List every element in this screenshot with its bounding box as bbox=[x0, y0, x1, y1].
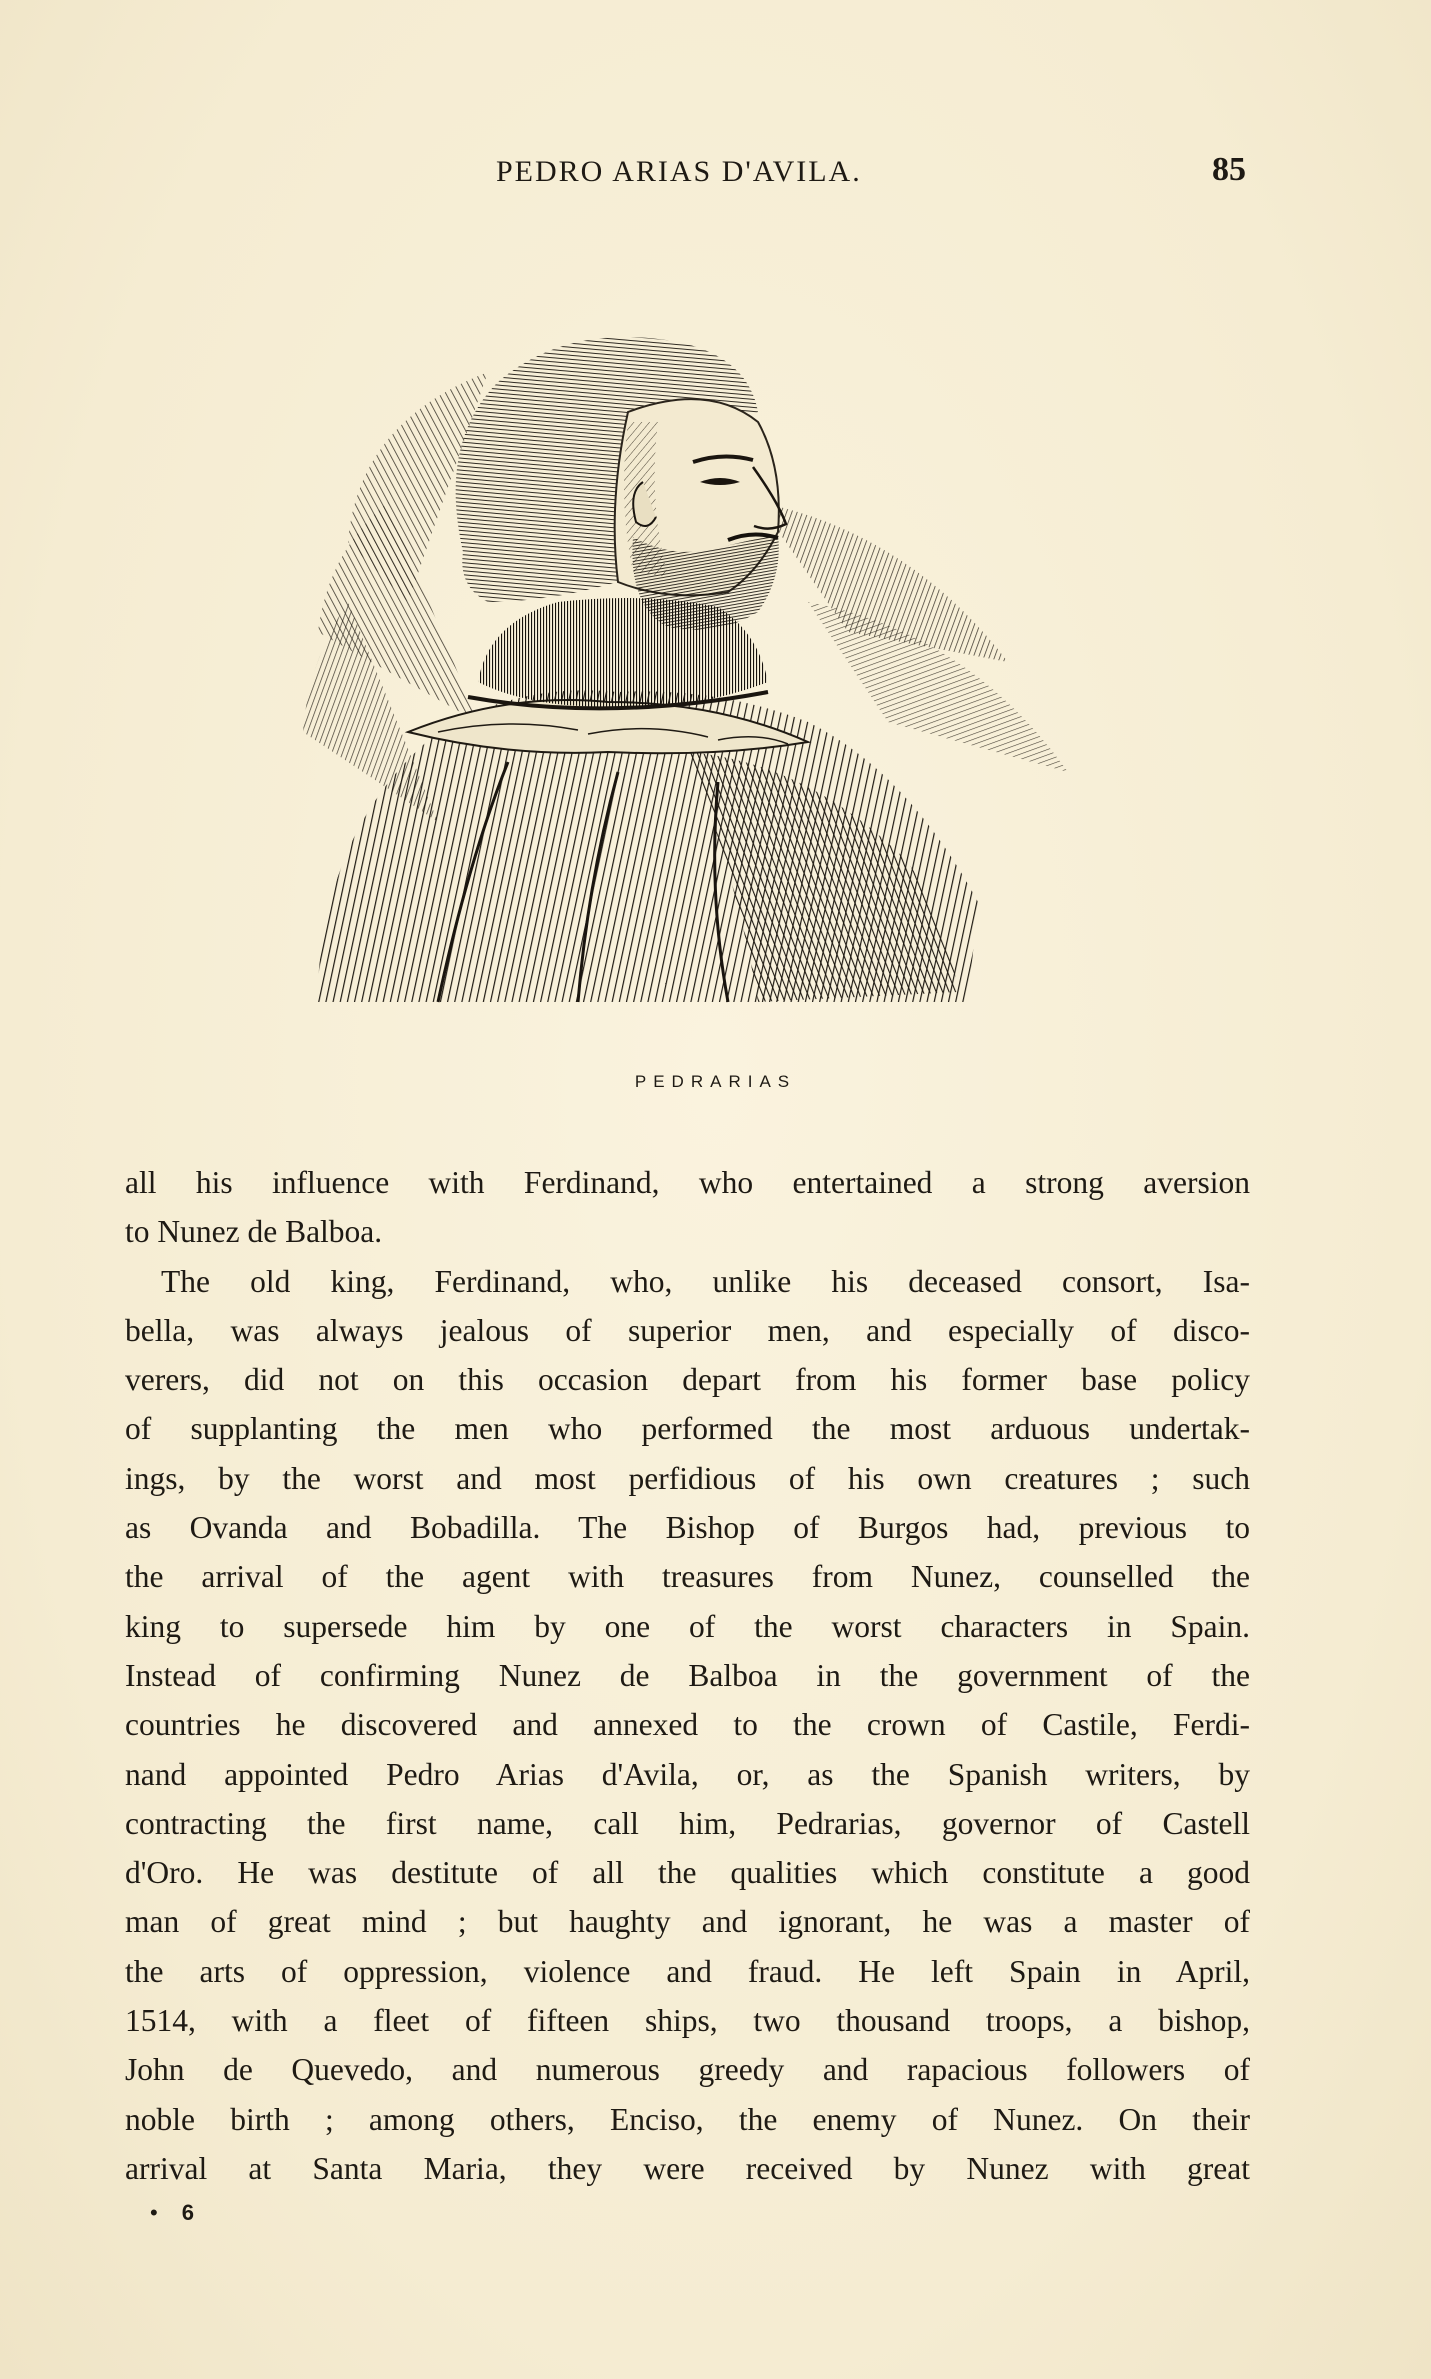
text-line: king to supersede him by one of the worst characters in Spain. bbox=[125, 1608, 1250, 1644]
page-number: 85 bbox=[1212, 151, 1246, 188]
text-line: the arrival of the agent with treasures from Nunez, counselled the bbox=[125, 1559, 1250, 1595]
signature-dot-icon: • bbox=[150, 2200, 158, 2225]
text-line: arrival at Santa Maria, they were received by Nunez with great bbox=[125, 2150, 1250, 2186]
text-line: to Nunez de Balboa. bbox=[125, 1214, 383, 1250]
body-text bbox=[125, 1158, 1250, 2193]
text-line: man of great mind ; but haughty and ignorant, he was a master of bbox=[125, 1904, 1250, 1940]
running-title: PEDRO ARIAS D'AVILA. bbox=[496, 155, 862, 188]
text-line: John de Quevedo, and numerous greedy and rapacious followers of bbox=[125, 2052, 1250, 2088]
text-line: d'Oro. He was destitute of all the qualities which constitute a good bbox=[125, 1855, 1250, 1891]
figure-caption: PEDRARIAS bbox=[634, 1072, 797, 1091]
signature-number: 6 bbox=[181, 2200, 194, 2225]
text-line: ings, by the worst and most perfidious of his own creatures ; such bbox=[125, 1460, 1250, 1496]
text-line: the arts of oppression, violence and fraud. He left Spain in April, bbox=[125, 1953, 1250, 1989]
text-line: bella, was always jealous of superior men, and especially of disco- bbox=[125, 1312, 1250, 1348]
text-line: verers, did not on this occasion depart from his former base policy bbox=[125, 1362, 1250, 1398]
text-line: Instead of confirming Nunez de Balboa in the government of the bbox=[125, 1657, 1250, 1693]
portrait-engraving bbox=[288, 302, 1078, 1042]
text-line: of supplanting the men who performed the most arduous undertak- bbox=[125, 1411, 1250, 1447]
text-line: noble birth ; among others, Enciso, the enemy of Nunez. On their bbox=[125, 2101, 1250, 2137]
text-line: as Ovanda and Bobadilla. The Bishop of Burgos had, previous to bbox=[125, 1510, 1250, 1546]
signature-mark bbox=[150, 2200, 194, 2226]
text-line: nand appointed Pedro Arias d'Avila, or, as the Spanish writers, by bbox=[125, 1756, 1250, 1792]
text-line: The old king, Ferdinand, who, unlike his deceased consort, Isa- bbox=[161, 1263, 1250, 1299]
text-line: 1514, with a fleet of fifteen ships, two thousand troops, a bishop, bbox=[125, 2003, 1250, 2039]
running-head bbox=[0, 151, 1431, 195]
text-line: contracting the first name, call him, Pedrarias, governor of Castell bbox=[125, 1805, 1250, 1841]
text-line: countries he discovered and annexed to the crown of Castile, Ferdi- bbox=[125, 1707, 1250, 1743]
text-line: all his influence with Ferdinand, who entertained a strong aversion bbox=[125, 1165, 1250, 1200]
